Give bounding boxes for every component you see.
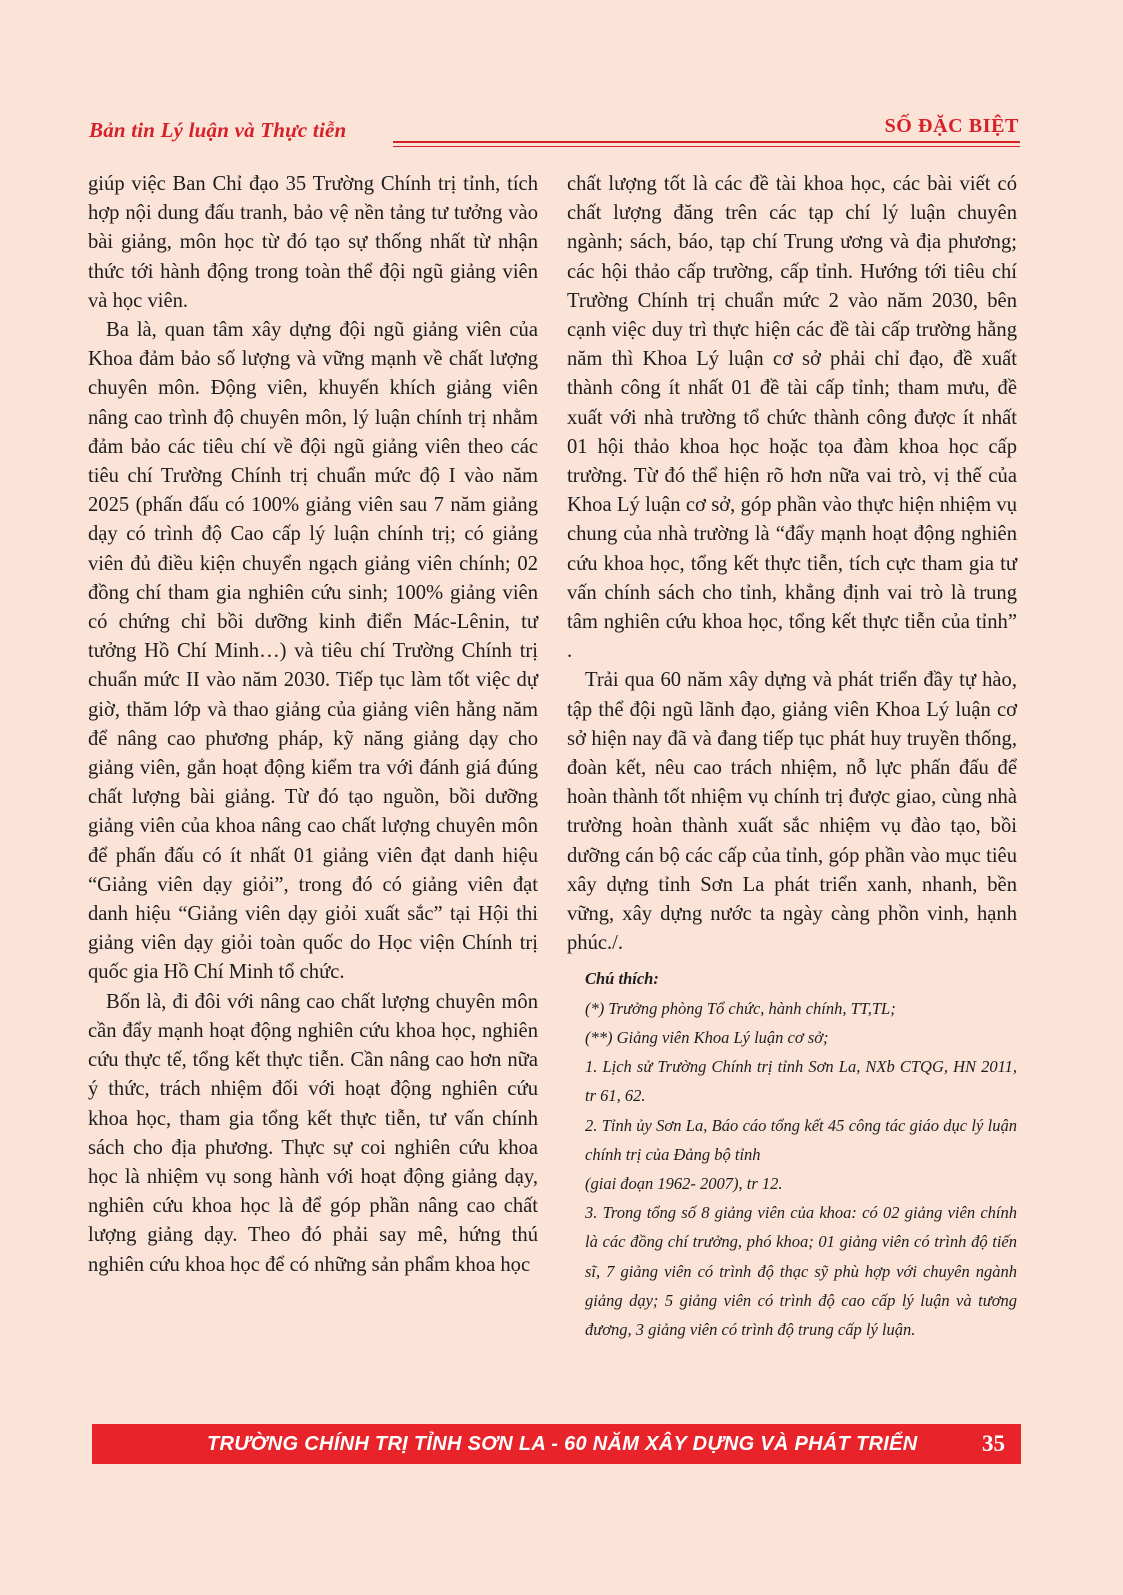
paragraph: Trải qua 60 năm xây dựng và phát triển đầy tự hào, tập thể đội ngũ lãnh đạo, giảng viên Khoa Lý luận cơ sở hiện nay đã và đang tiếp tục phát huy truyền thống, đoàn kết, nêu cao trách nhiệm, nỗ lực phấn đấu để hoàn thành tốt nhiệm vụ chính trị được giao, cùng nhà trường hoàn thành xuất sắc nhiệm vụ đào tạo, bồi dưỡng cán bộ các cấp của tỉnh, góp phần vào mục tiêu xây dựng tỉnh Sơn La phát triển xanh, nhanh, bền vững, xây dựng nước ta ngày càng phồn vinh, hạnh phúc./.	[567, 669, 1017, 955]
footer-banner	[92, 1424, 1021, 1464]
issue-label: SỐ ĐẶC BIỆT	[884, 115, 1019, 137]
footnote: 2. Tỉnh ủy Sơn La, Báo cáo tổng kết 45 công tác giáo dục lý luận chính trị của Đảng bộ tỉnh	[585, 1115, 1017, 1164]
page-number: 35	[982, 1431, 1005, 1456]
paragraph: Ba là, quan tâm xây dựng đội ngũ giảng viên của Khoa đảm bảo số lượng và vững mạnh về chất lượng chuyên môn. Động viên, khuyến khích giảng viên nâng cao trình độ chuyên môn, lý luận chính trị nhằm đảm bảo các tiêu chí về đội ngũ giảng viên theo các tiêu chí Trường Chính trị chuẩn mức độ I vào năm 2025 (phấn đấu có 100% giảng viên sau 7 năm giảng dạy có trình độ Cao cấp lý luận chính trị; có giảng viên đủ điều kiện chuyển ngạch giảng viên chính; 02 đồng chí tham gia nghiên cứu sinh; 100% giảng viên có chứng chỉ bồi dưỡng kinh điển Mác-Lênin, tư tưởng Hồ Chí Minh…) và tiêu chí Trường Chính trị chuẩn mức II vào năm 2030. Tiếp tục làm tốt việc dự giờ, thăm lớp và thao giảng của giảng viên hằng năm để nâng cao phương pháp, kỹ năng giảng dạy cho giảng viên, gắn hoạt động kiểm tra với đánh giá đúng chất lượng bài giảng. Từ đó tạo nguồn, bồi dưỡng giảng viên của khoa nâng cao chất lượng chuyên môn để phấn đấu có ít nhất 01 giảng viên đạt danh hiệu “Giảng viên dạy giỏi”, trong đó có giảng viên đạt danh hiệu “Giảng viên dạy giỏi xuất sắc” tại Hội thi giảng viên dạy giỏi toàn quốc do Học viện Chính trị quốc gia Hồ Chí Minh tổ chức.	[88, 319, 538, 984]
footnote: (*) Trưởng phòng Tổ chức, hành chính, TT,TL;	[585, 998, 896, 1018]
paragraph: chất lượng tốt là các đề tài khoa học, các bài viết có chất lượng đăng trên các tạp chí lý luận chuyên ngành; sách, báo, tạp chí Trung ương và địa phương; các hội thảo cấp trường, cấp tỉnh. Hướng tới tiêu chí Trường Chính trị chuẩn mức 2 vào năm 2030, bên cạnh việc duy trì thực hiện các đề tài cấp trường hằng năm thì Khoa Lý luận cơ sở phải chỉ đạo, đề xuất thành công ít nhất 01 đề tài cấp tỉnh; tham mưu, đề xuất với nhà trường tổ chức thành công được ít nhất 01 hội thảo khoa học hoặc tọa đàm khoa học cấp trường. Từ đó thể hiện rõ hơn nữa vai trò, vị thế của Khoa Lý luận cơ sở, góp phần vào thực hiện nhiệm vụ chung của nhà trường là “đẩy mạnh hoạt động nghiên cứu khoa học, tổng kết thực tiễn, tích cực tham gia tư vấn chính sách cho tỉnh, khẳng định vai trò là trung tâm nghiên cứu khoa học, tổng kết thực tiễn của tỉnh” .	[567, 173, 1017, 663]
footnote: (giai đoạn 1962- 2007), tr 12.	[585, 1173, 783, 1193]
left-column	[88, 170, 538, 1280]
footnote: 3. Trong tổng số 8 giảng viên của khoa: có 02 giảng viên chính là các đồng chí trưởng, phó khoa; 01 giảng viên có trình độ tiến sĩ, 7 giảng viên có trình độ thạc sỹ phù hợp với chuyên ngành giảng dạy; 5 giảng viên có trình độ cao cấp lý luận và tương đương, 3 giảng viên có trình độ trung cấp lý luận.	[585, 1203, 1017, 1339]
paragraph: giúp việc Ban Chỉ đạo 35 Trường Chính trị tỉnh, tích hợp nội dung đấu tranh, bảo vệ nền tảng tư tưởng vào bài giảng, môn học từ đó tạo sự thống nhất từ nhận thức tới hành động trong toàn thể đội ngũ giảng viên và học viên.	[88, 173, 538, 312]
footnote: (**) Giảng viên Khoa Lý luận cơ sở;	[585, 1027, 829, 1047]
right-column	[567, 170, 1017, 1344]
footer-banner-text: TRƯỜNG CHÍNH TRỊ TỈNH SƠN LA - 60 NĂM XÂY DỰNG VÀ PHÁT TRIỂN	[207, 1433, 918, 1455]
header-rule-thin	[393, 146, 1020, 147]
footnote: 1. Lịch sử Trường Chính trị tỉnh Sơn La, NXb CTQG, HN 2011, tr 61, 62.	[585, 1057, 1017, 1106]
paragraph: Bốn là, đi đôi với nâng cao chất lượng chuyên môn cần đẩy mạnh hoạt động nghiên cứu khoa học, nghiên cứu thực tế, tổng kết thực tiễn. Cần nâng cao hơn nữa ý thức, trách nhiệm đối với hoạt động nghiên cứu khoa học, tham gia tổng kết thực tiễn, tư vấn chính sách cho địa phương. Thực sự coi nghiên cứu khoa học là nhiệm vụ song hành với hoạt động giảng dạy, nghiên cứu khoa học là để góp phần nâng cao chất lượng giảng dạy. Theo đó phải say mê, hứng thú nghiên cứu khoa học để có những sản phẩm khoa học	[88, 990, 538, 1276]
publication-title: Bản tin Lý luận và Thực tiễn	[89, 118, 347, 142]
footnotes	[567, 964, 1017, 1344]
footnotes-title: Chú thích:	[585, 969, 659, 989]
header-rule	[393, 141, 1020, 143]
